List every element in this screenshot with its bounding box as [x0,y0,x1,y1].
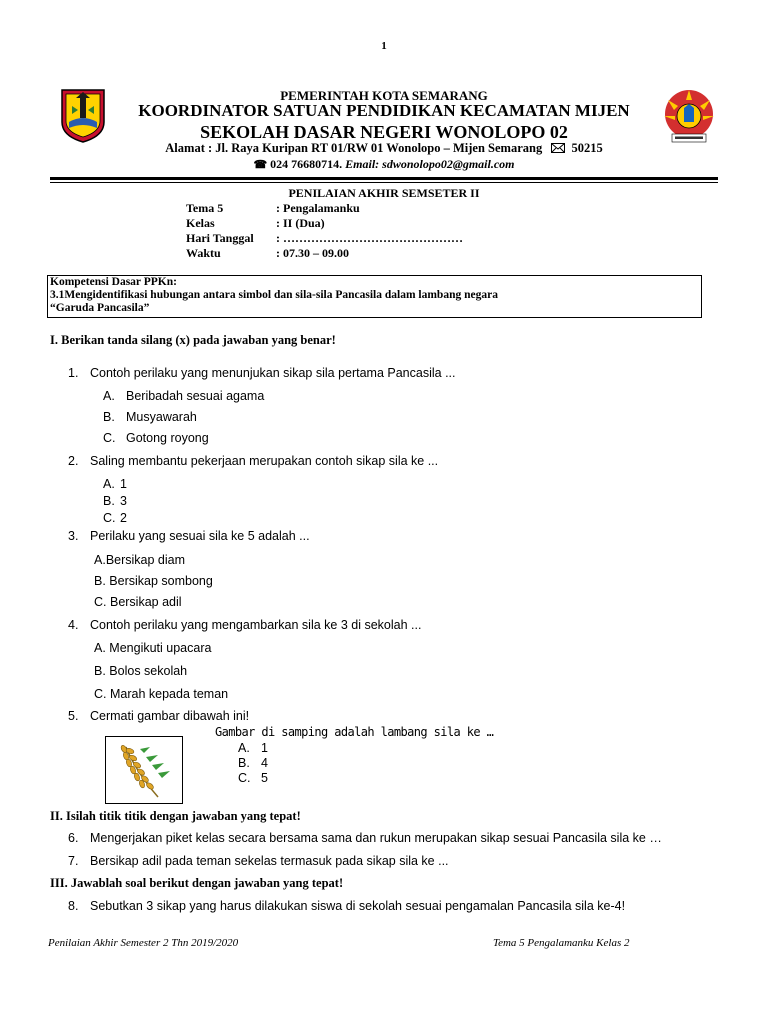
info-row-kelas: Kelas : II (Dua) [186,216,325,230]
question-3: 3. Perilaku yang sesuai sila ke 5 adalah ... [68,529,310,543]
header-coordinator: KOORDINATOR SATUAN PENDIDIKAN KECAMATAN MIJEN [138,101,630,120]
competency-box [47,275,702,318]
question-1: 1. Contoh perilaku yang menunjukan sikap sila pertama Pancasila ... [68,366,456,380]
q5-option-a[interactable]: A. 1 [238,741,268,755]
envelope-icon [551,142,565,157]
info-row-hari-tanggal: Hari Tanggal : ……………………………………… [186,231,463,245]
question-8: 8. Sebutkan 3 sikap yang harus dilakukan siswa di sekolah sesuai pengamalan Pancasila sila ke-4! [68,899,626,913]
footer-right: Tema 5 Pengalamanku Kelas 2 [493,937,630,949]
rice-cotton-symbol-image [105,736,183,804]
q4-option-b[interactable]: B. Bolos sekolah [94,664,188,678]
question-2: 2. Saling membantu pekerjaan merupakan contoh sikap sila ke ... [68,454,439,468]
header-address-line [0,141,768,157]
q3-option-c[interactable]: C. Bersikap adil [94,595,182,609]
q2-option-b[interactable]: B. 3 [103,494,127,508]
section-3-title: III. Jawablah soal berikut dengan jawaban yang tepat! [50,876,344,890]
q1-option-b[interactable]: B. Musyawarah [103,410,197,424]
header-contact-line [0,157,768,172]
header-divider-thick [50,177,718,180]
competency-description: 3.1Mengidentifikasi hubungan antara simbol dan sila-sila Pancasila dalam lambang negara [50,289,498,301]
question-5: 5. Cermati gambar dibawah ini! [68,709,250,723]
phone-number: 024 76680714. [270,157,343,171]
q5-option-b[interactable]: B. 4 [238,756,268,770]
section-1-title: I. Berikan tanda silang (x) pada jawaban yang benar! [50,333,336,347]
section-2-title: II. Isilah titik titik dengan jawaban yang tepat! [50,809,301,823]
header-school-name: SEKOLAH DASAR NEGERI WONOLOPO 02 [200,122,568,142]
q5-option-c[interactable]: C. 5 [238,771,268,785]
page-number: 1 [381,40,387,52]
q3-option-a[interactable]: A.Bersikap diam [94,553,186,567]
q1-option-c[interactable]: C. Gotong royong [103,431,209,445]
q1-option-a[interactable]: A. Beribadah sesuai agama [103,389,265,403]
phone-icon: ☎ [253,159,268,171]
q3-option-b[interactable]: B. Bersikap sombong [94,574,213,588]
email-text: Email: sdwonolopo02@gmail.com [345,157,515,171]
address-text: Alamat : Jl. Raya Kuripan RT 01/RW 01 Wonolopo – Mijen Semarang [165,141,543,155]
exam-title: PENILAIAN AKHIR SEMSETER II [288,186,480,200]
competency-subject: “Garuda Pancasila” [50,302,150,314]
info-row-waktu: Waktu : 07.30 – 09.00 [186,246,349,260]
header-government: PEMERINTAH KOTA SEMARANG [280,88,488,103]
header-divider-thin [50,182,718,183]
info-row-tema: Tema 5 : Pengalamanku [186,201,360,215]
q4-option-c[interactable]: C. Marah kepada teman [94,687,229,701]
q2-option-c[interactable]: C. 2 [103,511,127,525]
question-6: 6. Mengerjakan piket kelas secara bersama sama dan rukun merupakan sikap sesuai Pancasila sila ke … [68,831,662,845]
postal-code: 50215 [571,141,603,155]
competency-heading: Kompetensi Dasar PPKn: [50,276,177,288]
q5-subtext: Gambar di samping adalah lambang sila ke … [215,725,494,739]
footer-left: Penilaian Akhir Semester 2 Thn 2019/2020 [48,937,239,949]
question-4: 4. Contoh perilaku yang mengambarkan sila ke 3 di sekolah ... [68,618,422,632]
q2-option-a[interactable]: A. 1 [103,477,127,491]
question-7: 7. Bersikap adil pada teman sekelas termasuk pada sikap sila ke ... [68,854,449,868]
q4-option-a[interactable]: A. Mengikuti upacara [94,641,212,655]
